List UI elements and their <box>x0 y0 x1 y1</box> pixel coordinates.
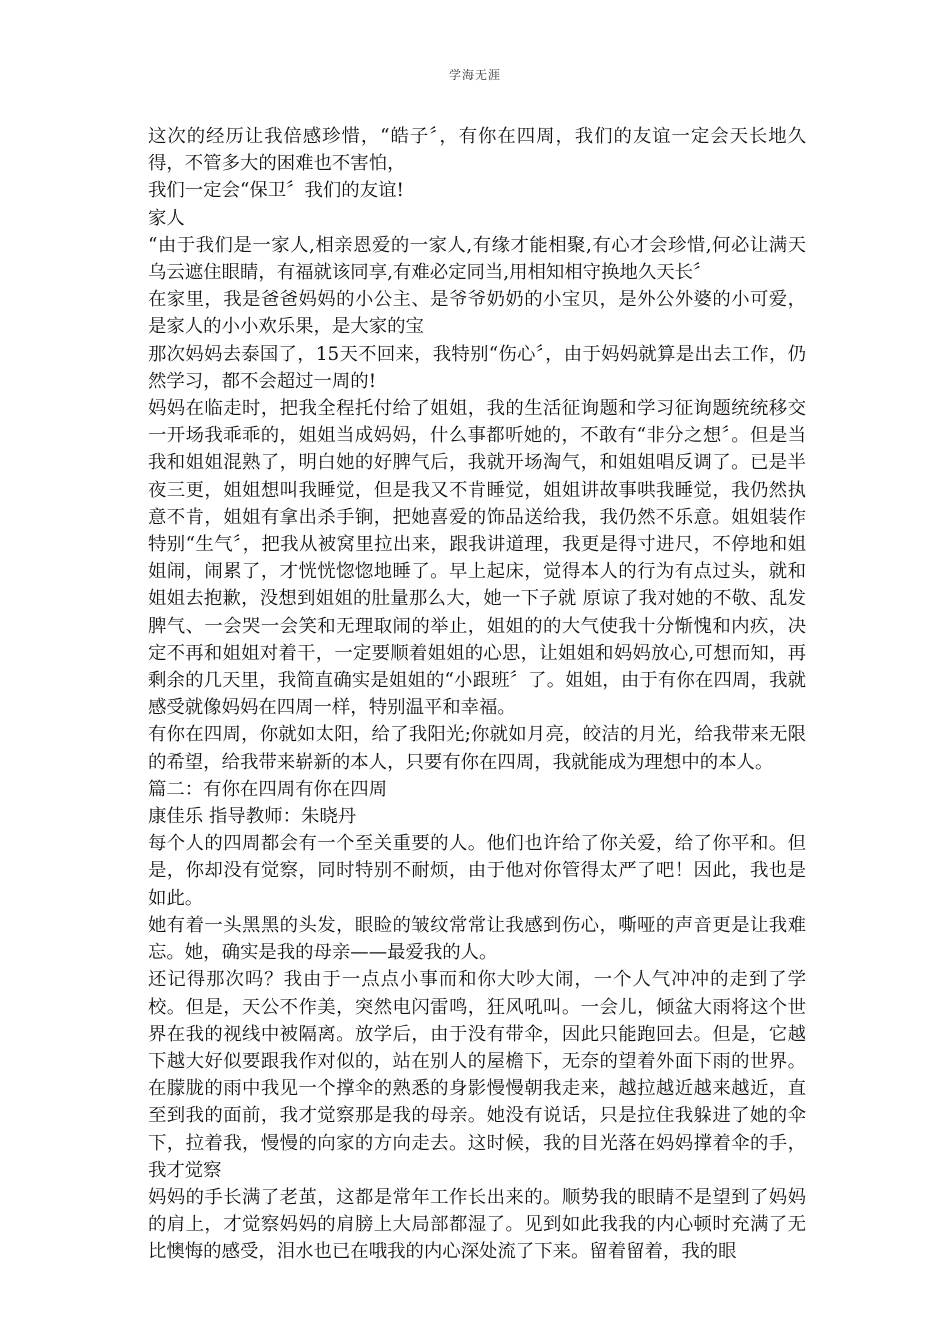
paragraph-protect-friendship: 我们一定会“保卫〞我们的友谊! <box>148 180 404 202</box>
document-body <box>148 123 806 1266</box>
paragraph-sister-story: 妈妈在临走时，把我全程托付给了姐姐，我的生活征询题和学习征询题统统移交一开场我乖乖的，姐姐当成妈妈，什么事都听她的，不敢有“非分之想〞。但是当我和姐姐混熟了，明白她的好脾气后，我就开场淘气，和姐姐唱反调了。已是半夜三更，姐姐想叫我睡觉，但是我又不肯睡觉，姐姐讲故事哄我睡觉，我仍然执意不肯，姐姐有拿出杀手锏，把她喜爱的饰品送给我，我仍然不乐意。姐姐装作特别“生气〞，把我从被窝里拉出来，跟我讲道理，我更是得寸进尺，不停地和姐姐闹，闹累了，才恍恍惚惚地睡了。早上起床，觉得本人的行为有点过头，就和姐姐去抱歉，没想到姐姐的肚量那么大，她一下子就 原谅了我对她的不敬、乱发脾气、一会哭一会笑和无理取闹的举止，姐姐的的大气使我十分惭愧和内疚，决定不再和姐姐对着干，一定要顺着姐姐的心思，让姐姐和妈妈放心,可想而知，再剩余的几天里，我简直确实是姐姐的“小跟班〞了。姐姐，由于有你在四周，我就感受就像妈妈在四周一样，特别温平和幸福。 <box>148 398 806 719</box>
paragraph-rain-story: 还记得那次吗？我由于一点点小事而和你大吵大闹，一个人气冲冲的走到了学校。但是，天公不作美，突然电闪雷鸣，狂风吼叫。一会儿，倾盆大雨将这个世界在我的视线中被隔离。放学后，由于没有带伞，因此只能跑回去。但是，它越下越大好似要跟我作对似的，站在别人的屋檐下，无奈的望着外面下雨的世界。在朦胧的雨中我见一个撑伞的熟悉的身影慢慢朝我走来，越拉越近越来越近，直至到我的面前，我才觉察那是我的母亲。她没有说话，只是拉住我躲进了她的伞下，拉着我，慢慢的向家的方向走去。这时候，我的目光落在妈妈撑着伞的手，我才觉察 <box>148 969 806 1181</box>
paragraph-at-home: 在家里，我是爸爸妈妈的小公主、是爷爷奶奶的小宝贝，是外公外婆的小可爱，是家人的小小欢乐果，是大家的宝 <box>148 289 806 338</box>
paragraph-family-quote: “由于我们是一家人,相亲恩爱的一家人,有缘才能相聚,有心才会珍惜,何必让满天乌云遮住眼睛，有福就该同享,有难必定同当,用相知相守换地久天长〞 <box>148 234 806 284</box>
section-title-part-two: 篇二：有你在四周有你在四周 <box>148 778 388 800</box>
paragraph-sun-moon: 有你在四周，你就如太阳，给了我阳光;你就如月亮，皎洁的月光，给我带来无限的希望，给我带来崭新的本人，只要有你在四周，我就能成为理想中的本人。 <box>148 724 806 773</box>
paragraph-mom-thailand: 那次妈妈去泰国了，15天不回来，我特别“伤心〞，由于妈妈就算是出去工作，仍然学习，都不会超过一周的! <box>148 343 806 392</box>
paragraph-friendship-ending: 这次的经历让我倍感珍惜，“皓子〞，有你在四周，我们的友谊一定会天长地久得，不管多大的困难也不害怕， <box>148 126 806 175</box>
paragraph-mother-description: 她有着一头黑黑的头发，眼睑的皱纹常常让我感到伤心，嘶哑的声音更是让我难忘。她，确实是我的母亲——最爱我的人。 <box>148 914 806 964</box>
author-line: 康佳乐 指导教师：朱晓丹 <box>148 806 357 828</box>
paragraph-mother-hands: 妈妈的手长满了老茧，这都是常年工作长出来的。顺势我的眼睛不是望到了妈妈的肩上，才觉察妈妈的肩膀上大局部都湿了。见到如此我我的内心顿时充满了无比懊悔的感受，泪水也已在哦我的内心深处流了下来。留着留着，我的眼 <box>148 1186 806 1263</box>
page-header: 学海无涯 <box>448 68 501 82</box>
paragraph-important-person: 每个人的四周都会有一个至关重要的人。他们也许给了你关爱，给了你平和。但是，你却没有觉察，同时特别不耐烦，由于他对你管得太严了吧！因此，我也是如此。 <box>148 833 806 909</box>
section-title-family: 家人 <box>148 207 185 229</box>
